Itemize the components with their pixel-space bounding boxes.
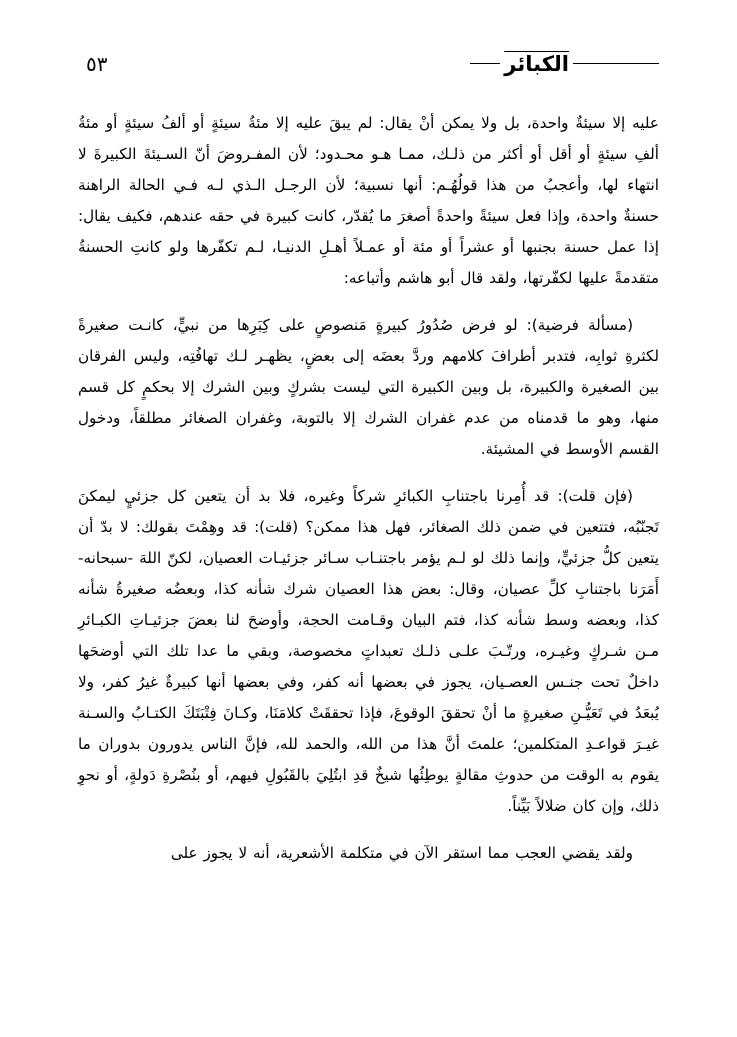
paragraph-2: (مسألة فرضية): لو فرض صُدُورُ كبيرةٍ مَنصوصٍ على كِبَرِها من نبيٍّ، كانـت صغيرةً لكثرةِ ثوابِه، فتدبر أطرافَ كلامهم وردَّ بعضَه إلى بعضٍ، يظهـر لـك تهافُتِه، وليس الفرقان بين الصغيرة والكبيرة، بل وبين الكبيرة التي ليست بشركٍ وبين الشرك إلا بحكمٍ كل قسم منها، وهو ما قدمناه من عدم غفران الشرك إلا بالتوبة، وغفران الصغائر مطلقاً، ودخول القسم الأوسط في المشيئة. xyxy=(78,316,659,458)
decorative-line-right-icon xyxy=(470,63,500,64)
paragraph-3: (فإن قلت): قد أُمِرنا باجتنابِ الكبائرِ شركاً وغيره، فلا بد أن يتعين كل جزئيٍ ليمكنَ تَجنّبُه، فتتعين في ضمن ذلك الصغائر، فهل هذا ممكن؟ (قلت): قد وهِمْتَ بقولك: لا بدّ أن يتعين كلُّ جزئيٍّ، وإنما ذلك لو لـم يؤمر باجتنـاب سـائر جزئيـات العصيان، لكنّ اللهَ -سبحانه- أَمَرَنا باجتنابِ كلِّ عصيان، وقال: بعض هذا العصيان شرك شأنه كذا، وبعضُه صغيرةُ شأنه كذا، وبعضه وسط شأنه كذا، فتم البيان وقـامت الحجة، وأوضحَ لنا بعضَ جزئيـاتِ الكبـائرِ مـن شـركٍ وغيـره، ورتّـبَ علـى ذلـك تعبداتٍ مخصوصة، وبقي ما عدا تلك التي أوضحَها داخلٌ تحت جنـس العصـيان، يجوز في بعضها أنه كفر، وفي بعضها أنها كبيرةٌ غيرُ كفر، ولا يُبعَدُ في تَعَيُّـنِ صغيرةٍ ما أنْ تحققَ الوقوعَ، فإذا تحققَتْ كلامَنَا، وكـانَ فِتْبَتَكَ الكتـابُ والسـنة غيـرَ قواعـدِ المتكلمين؛ علمتَ أنَّ هذا من الله، والحمد لله، فإنَّ الناس يدورون بدوران ما يقوم به الوقت من حدوثِ مقالةٍ يوطِئُها شيخٌ قدِ ابتُلِيَ بالقَبُولِ فيهم، أو بنُصْرةِ دَولةٍ، أو نحوِ ذلك، وإن كان ضلالاً بَيِّناً. xyxy=(78,487,659,815)
book-title: الكبائر xyxy=(504,52,569,76)
paragraph-1: عليه إلا سيئةٌ واحدة، بل ولا يمكن أنْ يقال: لم يبقَ عليه إلا مئةُ سيئةٍ أو ألفُ سيئةٍ أو مئةُ ألفِ سيئةٍ أو أقل أو أكثر من ذلـك، ممـا هـو محـدود؛ لأن المفـروضَ أنّ السـيئةَ الكبيرةَ لا انتهاء لها، وأعجبُ من هذا قولُهُـم: أنها نسبية؛ لأن الرجـل الـذي لـه فـي الحالة الراهنة حسنةٌ واحدة، وإذا فعل سيئةً واحدةً أصغرَ ما يُقدّر، كانت كبيرة في حقه عندهم، فكيف يقال: إذا عمل حسنة بجنبها أو عشراً أو مئة أو عمـلاً أهـلِ الدنيـا، لـم تكفّرها ولو كانتِ الحسنةُ متقدمةً عليها لكفّرتها، ولقد قال أبو هاشم وأتباعه: xyxy=(78,114,659,287)
header-title-group xyxy=(470,52,659,82)
paragraph-4: ولقد يقضي العجب مما استقر الآن في متكلمة الأشعرية، أنه لا يجوز على xyxy=(170,844,633,862)
page-header xyxy=(78,44,659,90)
page-number: ٥٣ xyxy=(86,52,108,76)
page-content xyxy=(78,108,659,869)
decorative-line-icon xyxy=(573,63,659,64)
